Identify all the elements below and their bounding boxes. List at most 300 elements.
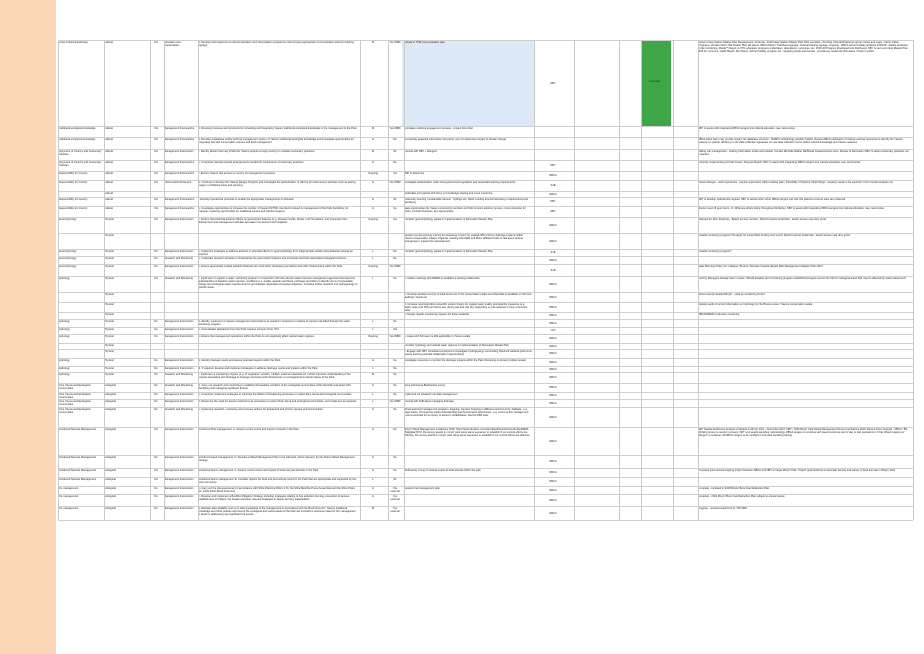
cell-resp: NBY — [550, 210, 556, 213]
table-row-divider — [58, 264, 913, 265]
cell-item — [58, 350, 102, 358]
cell-type: Management Frameworks — [164, 160, 195, 164]
cell-item — [58, 234, 102, 249]
table-row-divider — [58, 427, 913, 428]
cell-status: No — [393, 149, 397, 153]
cell-significant: Yes — [153, 206, 159, 210]
cell-notes — [698, 192, 911, 197]
cell-action: H. Identify drainage needs and assess potential impacts within the Park. — [198, 358, 281, 362]
cell-status: No — [393, 427, 397, 431]
cell-resp: DBCA — [549, 394, 557, 397]
cell-status: Yes WBD — [389, 40, 401, 44]
table-row-divider — [58, 477, 913, 478]
cell-item: Fire management — [58, 506, 79, 510]
cell-significant: No — [154, 399, 158, 403]
table-row-divider — [58, 383, 913, 384]
table-row-divider — [58, 358, 913, 359]
cell-significant: No — [154, 407, 158, 411]
cell-notes — [698, 408, 911, 427]
table-row-divider — [58, 137, 913, 138]
cell-status — [388, 234, 402, 249]
cell-value: Cultural — [104, 171, 113, 175]
cell-action — [198, 344, 358, 349]
cell-value: Physical — [104, 276, 114, 280]
cell-priority: M — [371, 40, 375, 44]
cell-significant: Yes — [153, 197, 159, 201]
column-divider — [574, 40, 575, 520]
cell-priority: Ongoing — [368, 217, 378, 221]
cell-type: Management Intervention — [164, 334, 194, 338]
cell-value: Cultural — [104, 137, 113, 141]
cell-value: Ecological — [104, 494, 116, 498]
cell-resp: NBY — [550, 81, 556, 85]
cell-item: Responsibility for Country — [58, 197, 88, 201]
cell-notes: Complete - Included in 2018 Minyirr Buru Fuel Reduction Plan — [698, 486, 770, 490]
cell-status: Yes WBD — [389, 334, 401, 338]
cell-resp: DBCA — [549, 511, 557, 515]
cell-value: Cultural — [104, 149, 113, 153]
cell-value: Physical — [104, 327, 114, 331]
column-divider — [164, 40, 165, 520]
cell-value: Physical — [104, 256, 114, 260]
cell-significant: Yes — [153, 40, 159, 44]
cell-progress: Incorporate seasonal information into patrol, use it to determine impact of climate change — [404, 137, 507, 141]
cell-progress: E. Design regular monitoring program for these wetlands — [404, 312, 470, 316]
cell-type: Management Intervention — [164, 249, 194, 253]
cell-type: Research and Monitoring — [164, 256, 193, 260]
cell-progress — [404, 161, 532, 171]
cell-action: C. Groundwater abstraction from the Park requires consent of the YPC. — [198, 327, 280, 331]
table-row-divider — [58, 366, 913, 367]
cell-status: No — [393, 319, 397, 323]
cell-status: No — [393, 358, 397, 362]
cell-notes: NBY to develop Cultural site register. NBY to advise when other DBCA rangers can visit this patrols to ensure sites are protected — [698, 197, 846, 201]
cell-type: Management Intervention — [164, 366, 194, 370]
cell-value: Physical — [104, 343, 114, 347]
cell-action: K. Ensure that potential adverse effects on geomorphic features (e.g. dinosaur tracks, fossils, rock formations, and processes from development and management activities are taken into account and mitigated. — [198, 217, 348, 224]
cell-status: No — [393, 249, 397, 253]
cell-item: Hydrology — [58, 334, 70, 338]
cell-priority: H — [372, 407, 374, 411]
cell-status: Yes WBD — [389, 264, 401, 268]
cell-action: M. If required, develop and implement strategies to address drainage needs and impacts within the Park. — [198, 366, 319, 370]
cell-significant: Yes — [153, 180, 159, 184]
table-row-divider — [58, 249, 913, 250]
cell-action: G. Continue to develop the Yawuru Ranger Program and investigate the authorisation of officers for enforcement activities such as setting snags in prohibited areas and camping. — [198, 180, 356, 187]
cell-status: Yes WBD — [389, 126, 401, 130]
cell-item: Hydrology — [58, 366, 70, 370]
cell-priority: H — [372, 206, 374, 210]
cell-priority — [360, 344, 386, 349]
cell-type — [164, 293, 196, 302]
cell-priority: H — [372, 137, 374, 141]
cell-notes — [698, 172, 911, 180]
cell-progress — [404, 456, 532, 468]
cell-type: Management Intervention — [164, 217, 194, 221]
table-row-divider — [58, 349, 913, 350]
cell-progress: Flora and Fauna Biodiversity survey — [404, 383, 446, 387]
column-divider — [619, 40, 620, 520]
cell-type — [164, 192, 196, 197]
cell-progress: C. Develop desktop surveys of what bores are in the conservation estate and what data is available on the bore readings / levels etc — [404, 292, 532, 299]
cell-action: E. Implement strategies to address adverse or potential effects on geomorphology from inappropriate vehicle and pedestrian access as required. — [198, 249, 353, 256]
cell-status: Yes external — [390, 494, 400, 501]
column-divider — [198, 40, 199, 520]
cell-resp: DBCA — [549, 386, 557, 389]
cell-value: Ecological — [104, 477, 116, 481]
cell-significant: No — [154, 334, 158, 338]
cell-significant: No — [154, 486, 158, 490]
cell-resp: DBCA — [549, 258, 557, 262]
cell-type: Management Frameworks — [164, 137, 195, 141]
cell-significant: No — [154, 249, 158, 253]
cell-value: Ecological — [104, 407, 116, 411]
cell-notes: Proposed joint camera trapping project between DBCA and NBY to target Minyirr Park. Project goal would be to ascertain density and variety of feral animals in Minyirr Park — [698, 468, 896, 472]
column-divider — [641, 40, 642, 520]
cell-progress: Develop remote sensing metrics for assessing erosion for coastal cliffs and key drainage systems within Yawuru conservation estates Organise meeting with AWD and Mons affiliated clubs to talk about access arrangement / impact from development — [404, 233, 524, 243]
cell-value: Ecological — [104, 468, 116, 472]
cell-item: Geomorphology — [58, 256, 77, 260]
cell-priority: L — [372, 477, 374, 481]
cell-action: J. Identify factors that may inhibit the Yawuru people to enjoy country or maintain customary practices. — [198, 149, 315, 153]
cell-value: Physical — [104, 372, 114, 376]
cell-value: Physical — [104, 249, 114, 253]
cell-action: H. Develop processes and protocols for consulting and integrating Yawuru traditional ecological knowledge in the management of the Park. — [198, 126, 358, 130]
column-divider — [698, 40, 699, 520]
cell-resp: DBCA — [549, 488, 557, 492]
cell-item: Hydrology — [58, 327, 70, 331]
cell-value: Physical — [104, 366, 114, 370]
cell-status — [388, 293, 402, 302]
cell-resp: DBCA — [549, 344, 557, 348]
cell-action — [198, 293, 358, 302]
cell-resp: DBCA — [549, 367, 557, 371]
cell-significant: Yes — [153, 160, 159, 164]
cell-progress: Consider geomorphology values in implementation of Recreation Master Plan — [404, 217, 493, 221]
cell-status: No — [393, 366, 397, 370]
cell-type: Management Intervention — [164, 486, 194, 490]
cell-priority — [360, 293, 386, 302]
cell-action: I. Develop operational protocols to enable the appropriate management of activities. — [198, 197, 295, 201]
cell-notes: Ongoing - reviewed each Fire by YPC/IMG — [698, 506, 748, 510]
cell-value: Ecological — [104, 486, 116, 490]
cell-type: Management Frameworks — [164, 197, 195, 201]
cell-significant: No — [154, 366, 158, 370]
cell-notes — [698, 373, 911, 383]
cell-action — [198, 234, 358, 249]
cell-resp: DBCA — [549, 498, 557, 502]
cell-progress: Biodiversity survey to assess extent of feral animals within the park — [404, 468, 481, 472]
cell-value: Physical — [104, 358, 114, 362]
cell-item: Introduced Species Management — [58, 468, 97, 472]
cell-type — [164, 303, 196, 312]
cell-type: Management Intervention — [164, 358, 194, 362]
cell-progress: JMP to determine — [404, 171, 425, 175]
cell-notes — [698, 393, 911, 399]
cell-priority: H — [372, 180, 374, 184]
cell-resp: DBCA — [549, 321, 557, 325]
cell-progress: Develop fuel management plan — [404, 486, 440, 490]
cell-status: Yes WBD — [389, 399, 401, 403]
cell-value: Physical — [104, 302, 114, 306]
cell-action: F. Ensure Yawuru has access to country for management purposes. — [198, 171, 276, 175]
cell-action — [198, 313, 358, 319]
cell-resp: NBY — [550, 200, 556, 203]
cell-significant: No — [154, 327, 158, 331]
table-row-divider — [58, 520, 913, 521]
cell-status — [388, 303, 402, 312]
cell-type: Patrol and Enforcement — [164, 180, 192, 184]
cell-progress — [404, 328, 532, 334]
cell-type: Management Intervention — [164, 327, 194, 331]
cell-resp: DBCA — [549, 192, 557, 196]
cell-status — [388, 192, 402, 197]
cell-item: Introduced Species Management — [58, 455, 97, 459]
cell-significant: Yes — [153, 427, 159, 431]
cell-notes: Country Managers already have in place. Should baseline and monitoring program established program across the CE for ecological areas that may be affected by water placement? — [698, 276, 907, 280]
cell-significant: Yes — [153, 217, 159, 221]
cell-significant: Yes — [153, 126, 159, 130]
cell-status: No — [393, 256, 397, 260]
cell-notes — [698, 384, 911, 392]
cell-status: No — [393, 137, 397, 141]
cell-progress: Weed and feral management program / trapping, Camera Trapping in different environments / habitats - e.g. paper barks. Through the initial understanding and final projects determined - e.g. extent of the management. Look at potential for a nursery to assist in rehabilitation. Recruit DBF sites — [404, 407, 530, 417]
cell-type: Management Intervention — [164, 319, 194, 323]
cell-action: Introduced weed management. D. Develop a Weed Management Plan to be informed, where relevant, by the Shire's Weed Management Strategy. — [198, 455, 355, 462]
cell-priority: Ongoing — [368, 264, 378, 268]
cell-action — [198, 303, 358, 312]
cell-action — [198, 192, 358, 197]
cell-item — [58, 293, 102, 302]
cell-action: A. Ensure that management operations within the Park do not negatively affect natural water regimes. — [198, 334, 315, 338]
cell-significant: Yes — [153, 468, 159, 472]
cell-type — [164, 344, 196, 349]
cell-priority: M — [371, 149, 375, 153]
cell-status — [388, 350, 402, 358]
cell-progress — [404, 373, 532, 383]
table-row-divider — [58, 171, 913, 172]
cell-item: Flora, Fauna and Ecological Communities — [58, 383, 91, 390]
cell-priority: H — [372, 486, 374, 490]
table-row-divider — [58, 292, 913, 293]
cell-action — [198, 350, 358, 358]
cell-action: K. If required, develop special arrangements needed for continuance of customary practices. — [198, 160, 305, 164]
cell-type: Management Intervention — [164, 494, 194, 498]
cell-type: Management Intervention — [164, 455, 194, 459]
cell-notes — [698, 400, 911, 407]
cell-notes: DBCA parks team may provide insight into database structure - MSMS methodology possibly helpful. Review DBCA publication of Culture and law resources to identify the Yawuru seasons on patrols. Working on the data collection apparatus on new data collection tool to reflect cultural knowledge and Yawuru seasons — [698, 137, 903, 144]
cell-status: No — [393, 276, 397, 280]
cell-status: Yes external — [390, 486, 400, 493]
cell-value: Physical — [104, 349, 114, 353]
cell-status: No — [393, 407, 397, 411]
table-row-divider — [58, 302, 913, 303]
cell-significant — [150, 344, 162, 349]
cell-progress: Consult with NBY + Rangers — [404, 149, 437, 153]
cell-significant: No — [154, 494, 158, 498]
cell-item — [58, 344, 102, 349]
cell-resp: DBCA — [549, 460, 557, 463]
cell-item: Responsibility for Country — [58, 206, 88, 210]
cell-priority: H — [372, 197, 374, 201]
cell-notes: Desktop audit of current information on hydrology for the Broome area / Yawuru conservation estate — [698, 302, 813, 306]
cell-resp: SoB — [550, 268, 556, 272]
cell-value: Physical — [104, 334, 114, 338]
cell-notes: Yawuru Ranger - work experience - require supervision within existing team. Possibility of Options. Dbird Mega - capacity needs to be explored. Cost / benefit analysis etc. — [698, 180, 894, 184]
cell-status — [388, 344, 402, 349]
cell-status: Yes external — [390, 506, 400, 513]
column-divider — [404, 40, 405, 520]
table-row-divider — [58, 455, 913, 456]
left-colour-band — [0, 0, 56, 654]
cell-progress — [404, 367, 532, 372]
cell-item: Traditional ecological knowledge — [58, 137, 96, 141]
cell-resp: DBCA — [549, 439, 557, 443]
cell-priority: H — [372, 383, 374, 387]
cell-item: Hydrology — [58, 276, 70, 280]
cell-value: Physical — [104, 233, 114, 237]
cell-action: B. Develop and implement a cultural education and interpretation programme that conveys appropriate communication actions including signage. — [198, 40, 354, 47]
cell-item — [58, 313, 102, 319]
table-row-divider — [58, 276, 913, 277]
cell-item: Hydrology — [58, 319, 70, 323]
cell-value: Ecological — [104, 383, 116, 387]
cell-significant — [150, 303, 162, 312]
cell-significant: No — [154, 264, 158, 268]
cell-notes: NBY Spatial distribution Analysis of Weeds in Minyirr Park - December 2017. NBY / SoB Minyirr Park Weed Management Recommendations 2016. Recent Fires (August) - DBCA / BS Working Group to monitor recovery. NKT and weeds spending methodology. DBCA rangers to continue with weed control as part of day to day operations in VCE. Weed mapping of Bilingurr to continue; all DBCA rangers to be certified in chemical handling training — [698, 427, 908, 437]
cell-priority: H — [372, 455, 374, 459]
cell-value: Cultural — [104, 160, 113, 164]
cell-type: Management Intervention — [164, 506, 194, 510]
cell-resp: DBCA — [549, 282, 557, 286]
cell-progress: Seek opportunities for Yawuru community members on Park Council, advisory groups, cross promotion for works, contract business, key opportunities — [404, 206, 526, 213]
cell-type: Research and Monitoring — [164, 372, 193, 376]
cell-status: No — [393, 477, 397, 481]
table-row-divider — [58, 327, 913, 328]
cell-priority — [360, 313, 386, 319]
cell-resp: DBCA — [549, 337, 557, 340]
cell-item: Enjoyment of Country and Customary Practices — [58, 149, 102, 156]
cell-status — [388, 313, 402, 319]
table-row-divider — [58, 334, 913, 335]
cell-significant — [150, 192, 162, 197]
cell-value: Physical — [104, 312, 114, 316]
cell-action: H. Carry out research and monitoring to establish the baseline condition of the ecological communities within the Park and assist with identifying and managing significant threats. — [198, 383, 351, 390]
cell-significant: No — [154, 372, 158, 376]
table-row-divider — [58, 494, 913, 495]
cell-type: Management Intervention — [164, 468, 194, 472]
cell-action: E. Implement research, monitoring and recovery actions for threatened and priority species and communities. — [198, 407, 324, 411]
cell-priority: Ongoing — [368, 334, 378, 338]
cell-progress: Investigate authorisation under local government legislation and associated training requirements — [404, 180, 516, 184]
cell-notes: Currently implementing at Crab Creek / Simpson Beach. NBY to assist with integrating DBCA rangers into cultural education, law, ceremonies — [698, 160, 861, 164]
cell-priority: H — [372, 494, 374, 498]
cell-notes — [698, 359, 911, 366]
table-row-divider — [58, 126, 913, 127]
cell-resp: DBCA — [549, 471, 557, 474]
cell-priority: H — [372, 358, 374, 362]
table-row-divider — [58, 506, 913, 507]
cell-priority: L — [372, 392, 374, 396]
cell-item: Introduced Species Management — [58, 477, 97, 481]
table-row-divider — [58, 256, 913, 257]
cell-progress: Undertake joint patrols with focus on knowledge sharing and cross mentoring — [404, 191, 493, 195]
cell-significant — [150, 293, 162, 302]
column-divider — [150, 40, 151, 520]
cell-progress — [404, 257, 532, 264]
cell-resp: YPC — [550, 329, 556, 332]
cell-status: No — [393, 160, 397, 164]
cell-resp: DBCA — [549, 415, 557, 419]
cell-type: Management Frameworks — [164, 126, 195, 130]
table-row-divider — [58, 197, 913, 198]
cell-type: Management Frameworks — [164, 206, 195, 210]
cell-item: Flora, Fauna and Ecological Communities — [58, 392, 91, 399]
table-row-divider — [58, 392, 913, 393]
cell-significant — [150, 313, 162, 319]
cell-notes: Complete - 2019 Minyirr Buru Fuel Reduction Plan subject to annual review — [698, 494, 785, 498]
cell-progress — [404, 507, 532, 520]
cell-significant: Yes — [153, 149, 159, 153]
cell-status: Yes — [392, 217, 398, 221]
cell-value: Cultural — [104, 126, 113, 130]
cell-priority: H — [372, 468, 374, 472]
cell-value: Physical — [104, 319, 114, 323]
cell-value: Ecological — [104, 427, 116, 431]
cell-action: A. Investigate opportunities to increase the number of Yawuru IN/TMC members involved in management of the Park (including, for example, exploring opportunities for traditional owners and cultural rangers). — [198, 206, 349, 213]
cell-resp: DBCA — [549, 314, 557, 317]
cell-resp: SoB — [550, 251, 556, 254]
cell-item: Geomorphology — [58, 249, 77, 253]
table-row-divider — [58, 206, 913, 207]
cell-resp: DBCA — [549, 352, 557, 355]
cell-notes: Bores recently located Minyirr - used as monitoring bores? — [698, 292, 766, 296]
cell-priority: M — [371, 506, 375, 510]
cell-item: Traditional ecological knowledge — [58, 126, 96, 130]
cell-progress — [404, 265, 532, 276]
cell-progress: Customary Hunting / sustainable harvest - Sydings etc. Need meeting around harvesting / requirements and identifying — [404, 197, 528, 204]
table-row-divider — [58, 160, 913, 161]
cell-resp: DBCA — [549, 480, 557, 483]
table-row-divider — [58, 486, 913, 487]
cell-notes: State Planning Policy 2.6. Lidaquer. Broome Townsite Coastal Hazard Risk Management Adaption Plan 2017 — [698, 264, 823, 268]
cell-type: Management Intervention — [164, 399, 194, 403]
cell-status: Yes — [392, 327, 398, 331]
cell-notes: Coastal monitoring program? — [698, 249, 732, 253]
cell-item: Flora, Fauna and Ecological Communities — [58, 407, 91, 414]
cell-action: Introduced fauna management. E. Consider options for feral and pest animal control in the Park that are appropriate and supported by the local community. — [198, 477, 357, 484]
column-divider — [388, 40, 389, 520]
table-row-divider — [58, 233, 913, 234]
cell-value: Cultural — [104, 180, 113, 184]
column-divider — [104, 40, 105, 520]
cell-resp: DBCA — [549, 305, 557, 309]
cell-notes — [698, 335, 911, 343]
cell-resp: DBCA — [549, 360, 557, 364]
cell-item — [58, 192, 102, 197]
cell-action: Introduced flora management. A. Assess current extent and impact of weeds in the Park. — [198, 427, 300, 431]
highlighted-status-cell — [641, 40, 671, 126]
cell-action: Introduced fauna management. A. Assess current extent and impact of feral and pest animals in the Park. — [198, 468, 319, 472]
cell-action: B. Maintain data available and up to date knowledge of fire management in accordance with the Bush Fires Act. Yawuru traditional knowledge and Shire policies and ensure the ecological and social values of the Park are included in response plans for fire management to assist in addressing any significant fire events. — [198, 506, 356, 516]
table-row-divider — [58, 40, 913, 41]
cell-item: Geomorphology — [58, 217, 77, 221]
cell-resp: DBCA — [549, 376, 557, 379]
cell-item: Responsibility for Country — [58, 180, 88, 184]
cell-significant: No — [154, 256, 158, 260]
cell-priority: L — [372, 327, 374, 331]
cell-action: E. Undertake research activities to characterise the geomorphic features and processes and their associated ecological functions. — [198, 256, 347, 260]
